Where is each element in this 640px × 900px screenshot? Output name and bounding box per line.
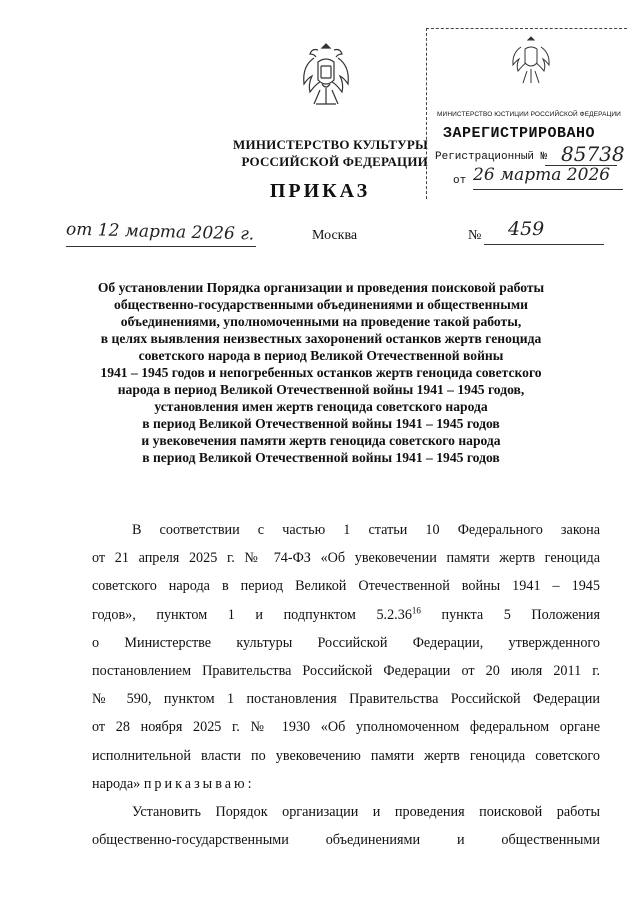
body-text-segment: народа» [92,775,144,792]
title-line: объединениями, уполномоченными на проведение такой работы, [120,314,522,329]
stamp-date-label: от [453,175,467,187]
date-underline [66,246,256,247]
ministry-line1: МИНИСТЕРСТВО КУЛЬТУРЫ [233,137,428,152]
stamp-ministry-name: МИНИСТЕРСТВО ЮСТИЦИИ РОССИЙСКОЙ ФЕДЕРАЦИИ [437,111,621,118]
body-text-segment: пункта 5 Положения [420,606,600,623]
document-type-title: ПРИКАЗ [269,180,371,202]
document-date: от 12 марта 2026 г. [65,219,255,245]
title-line: и увековечения памяти жертв геноцида советского народа [141,433,501,448]
body-text-segment: годов», пунктом 1 и подпунктом 5.2.36 [92,606,412,623]
stamp-reg-number-label: Регистрационный № [435,151,548,163]
superscript: 16 [411,604,421,615]
ministry-line2: РОССИЙСКОЙ ФЕДЕРАЦИИ [241,154,428,169]
title-line: общественно-государственными объединениями и общественными [114,297,528,312]
order-title [80,279,562,466]
body-line: В соответствии с частью 1 статьи 10 Федерального закона [132,522,600,538]
order-verb: приказываю: [143,775,255,792]
title-line: народа в период Великой Отечественной войны 1941 – 1945 годов, [117,382,525,397]
number-underline [484,244,604,245]
title-line: в целях выявления неизвестных захоронений останков жертв геноцида [100,331,542,346]
stamp-reg-number: 85738 [561,142,625,166]
stamp-emblem-icon [511,35,551,87]
title-line: установления имен жертв геноцида советского народа [154,399,488,414]
body-line: постановлением Правительства Российской Федерации от 20 июля 2011 г. [92,663,600,680]
title-line: советского народа в период Великой Отечественной войны [138,348,504,363]
document-number-label: № [468,228,482,243]
title-line: Об установлении Порядка организации и проведения поисковой работы [97,280,545,295]
coat-of-arms-icon [300,40,352,112]
title-line: 1941 – 1945 годов и непогребенных останков жертв геноцида советского [100,365,542,380]
body-line: общественно-государственными объединениями и общественными [92,832,600,849]
title-line: в период Великой Отечественной войны 1941 – 1945 годов [142,450,500,465]
order-body [92,516,600,854]
body-line: советского народа в период Великой Отечественной войны 1941 – 1945 [92,578,600,595]
body-line: от 28 ноября 2025 г. № 1930 «Об уполномоченном федеральном органе [92,719,600,736]
body-line: № 590, пунктом 1 постановления Правительства Российской Федерации [92,691,600,708]
ministry-name [200,136,428,170]
body-line: от 21 апреля 2025 г. № 74-ФЗ «Об увековечении памяти жертв геноцида [92,550,600,567]
title-line: в период Великой Отечественной войны 1941 – 1945 годов [142,416,500,431]
stamp-date: 26 марта 2026 [473,165,611,185]
document-city: Москва [312,228,358,243]
document-number: 459 [508,218,545,240]
body-line: о Министерстве культуры Российской Федерации, утвержденного [92,634,600,651]
body-line [92,770,600,798]
body-line: исполнительной власти по увековечению памяти жертв геноцида советского [92,747,600,764]
body-line [92,601,600,629]
stamp-registered-label: ЗАРЕГИСТРИРОВАНО [443,125,596,142]
body-line: Установить Порядок организации и проведения поисковой работы [132,804,600,821]
registration-stamp [426,28,627,199]
